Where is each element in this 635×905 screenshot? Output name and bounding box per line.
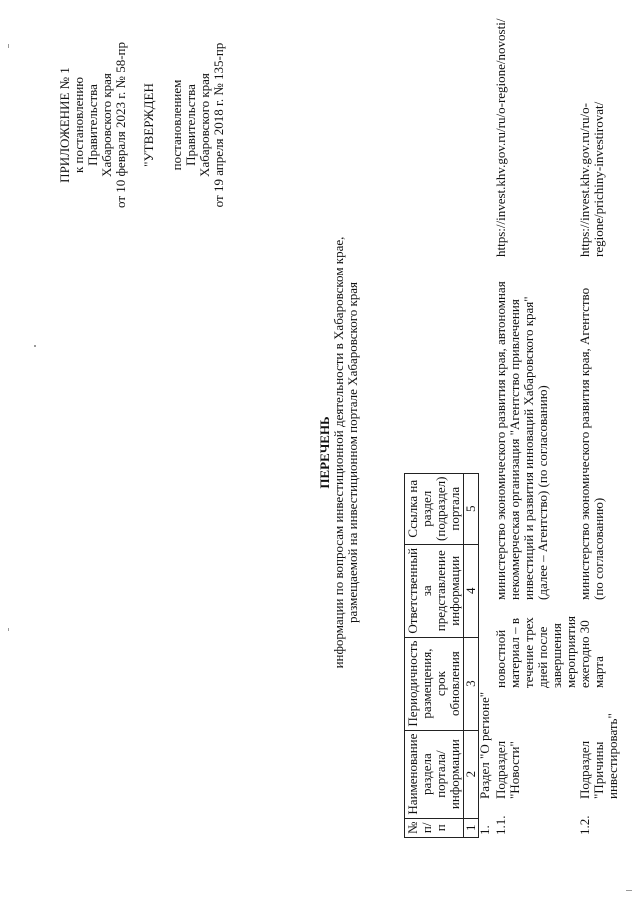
column-number: 2 bbox=[464, 730, 479, 818]
row-section-name: Подраздел "Причины инвестировать" bbox=[577, 713, 620, 799]
row-responsible: министерство экономического развития края, автономная некоммерческая организация "Агентство привлечения инвестиций и развития инноваций Хабаровского края" (далее – Агентство) (по согласованию) bbox=[493, 281, 550, 600]
header-section-name: Наименование раздела портала/ информации bbox=[405, 730, 464, 818]
column-number: 5 bbox=[464, 473, 479, 544]
appendix-line: от 10 февраля 2023 г. № 58-пр bbox=[113, 42, 128, 208]
document-subtitle: размещаемой на инвестиционном портале Хабаровского края bbox=[345, 281, 360, 624]
list-table bbox=[404, 473, 479, 838]
header-periodicity: Периодичность размещения, срок обновления bbox=[405, 637, 464, 730]
scan-speck bbox=[8, 628, 9, 631]
header-number: № п/п bbox=[405, 818, 464, 837]
column-number: 4 bbox=[464, 544, 479, 637]
row-responsible: министерство экономического развития края, Агентство (по согласованию) bbox=[577, 287, 606, 600]
scan-speck bbox=[34, 345, 36, 347]
appendix-line: к постановлению bbox=[71, 76, 86, 174]
approved-line: постановлением bbox=[169, 79, 184, 171]
document-subtitle: информации по вопросам инвестиционной деятельности в Хабаровском крае, bbox=[331, 236, 346, 669]
appendix-line: Хабаровского края bbox=[99, 73, 114, 177]
row-number: 1.2. bbox=[577, 815, 592, 835]
header-responsible: Ответственный за представление информации bbox=[405, 544, 464, 637]
header-link: Ссылка на раздел (подраздел) портала bbox=[405, 473, 464, 544]
row-number: 1.1. bbox=[493, 815, 508, 835]
approved-line: Хабаровского края bbox=[197, 73, 212, 177]
row-section-name: Подраздел "Новости" bbox=[493, 740, 522, 799]
appendix-block bbox=[58, 5, 226, 245]
table-header-row bbox=[405, 473, 464, 837]
document-title: ПЕРЕЧЕНЬ bbox=[317, 416, 332, 489]
section-number: 1. bbox=[477, 825, 492, 835]
column-number: 1 bbox=[464, 818, 479, 837]
row-link[interactable]: https://invest.khv.gov.ru/ru/o-regione/prichiny-investirovat/ bbox=[577, 101, 606, 257]
approved-line: от 19 апреля 2018 г. № 135-пр bbox=[211, 42, 226, 208]
section-label: Раздел "О регионе" bbox=[477, 691, 492, 799]
row-link[interactable]: https://invest.khv.gov.ru/ru/o-regione/novosti/ bbox=[493, 18, 508, 257]
appendix-line: Правительства bbox=[85, 84, 100, 166]
appendix-line: ПРИЛОЖЕНИЕ № 1 bbox=[57, 67, 72, 183]
scan-speck bbox=[626, 890, 632, 891]
column-number: 3 bbox=[464, 637, 479, 730]
row-periodicity: новостной материал – в течение трех дней после завершения мероприятия bbox=[493, 615, 578, 688]
approved-line: Правительства bbox=[183, 84, 198, 166]
document-title-block bbox=[318, 0, 360, 905]
scan-speck bbox=[8, 44, 9, 48]
approved-line: "УТВЕРЖДЕН bbox=[141, 83, 156, 167]
row-periodicity: ежегодно 30 марта bbox=[577, 620, 606, 688]
